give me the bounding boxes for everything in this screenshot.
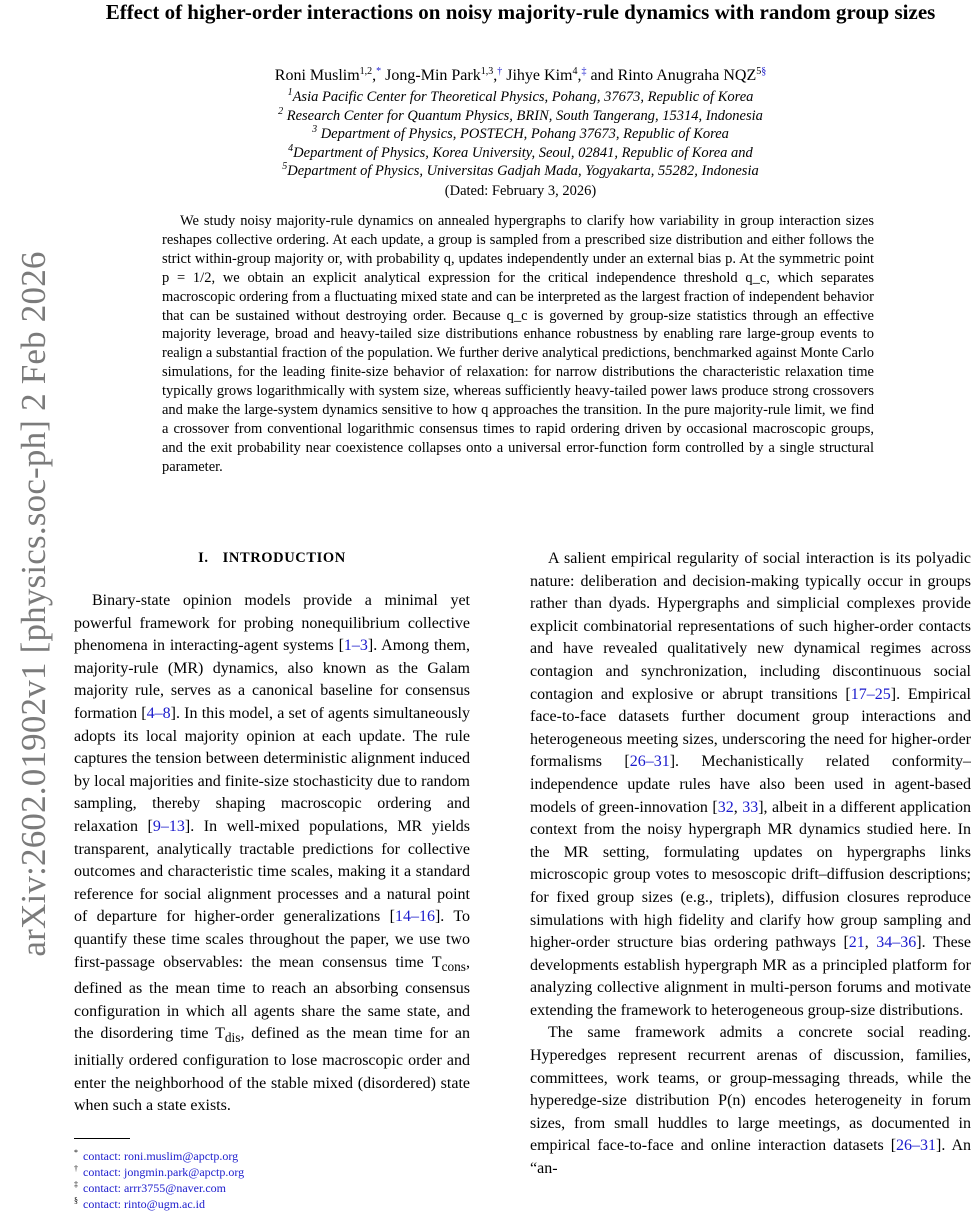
email-link[interactable]: roni.muslim@apctp.org: [123, 1149, 239, 1163]
left-column: [74, 548, 470, 1118]
footnote-link[interactable]: §: [761, 66, 767, 77]
footnote: [74, 1196, 244, 1212]
section-heading: [74, 548, 470, 568]
affiliation-text: Research Center for Quantum Physics, BRIN, South Tangerang, 15314, Indonesia: [283, 107, 763, 124]
footnote-mark: *: [74, 1148, 78, 1157]
intro-paragraph: [530, 1022, 971, 1180]
citation-separator: ,: [733, 798, 743, 816]
body-text: ]. In this model, a set of agents simultaneously adopts its local majority opinion at each update. The rule captures the tension between deterministic alignment induced by local majorities and finite-size stochasticity due to random sampling, thereby shaping macroscopic ordering and relaxation [: [74, 704, 471, 835]
citation-link[interactable]: 21: [848, 934, 865, 952]
affiliation: [70, 88, 971, 107]
footnote-label: contact:: [83, 1149, 121, 1163]
citation-link[interactable]: 26–31: [896, 1137, 937, 1155]
date-line: (Dated: February 3, 2026): [444, 182, 597, 199]
footnote: [74, 1164, 244, 1180]
body-text: A salient empirical regularity of social interaction is its polyadic nature: deliberation and decision-making typically occur in groups rather than dyads. Hypergraphs and simplicial complexes provide explicit combinatorial representations of such higher-order contacts and have revealed qualitatively new dynamical regimes across contagion and synchronization, including discontinuous social contagion and explosive or abrupt transitions [: [530, 550, 971, 703]
affiliation: [70, 162, 971, 181]
paper-title: Effect of higher-order interactions on noisy majority-rule dynamics with random group sizes: [105, 0, 936, 24]
abstract: We study noisy majority-rule dynamics on annealed hypergraphs to clarify how variability in group interaction sizes reshapes collective ordering. At each update, a group is sampled from a prescribed size distribution and either follows the strict within-group majority or, with probability q, updates independently under an external bias p. At the symmetric point p = 1/2, we obtain an explicit analytical expression for the critical independence threshold q_c, which separates macroscopic ordering from a fluctuating mixed state and can be interpreted as the largest fraction of independent behavior that can be sustained without destroying order. Because q_c is governed by group-size statistics through an effective majority leverage, broad and heavy-tailed size distributions enhance robustness by enabling rare large-group events to realign a substantial fraction of the population. We further derive analytical predictions, benchmarked against Monte Carlo simulations, for the leading finite-size behavior of relaxation: for narrow distributions the characteristic relaxation time typically grows logarithmically with system size, whereas sufficiently heavy-tailed power laws produce strong crossovers and make the large-system dynamics sensitive to how q approaches the transition. In the pure majority-rule limit, we find a crossover from conventional logarithmic consensus times to rapid ordering driven by occasional macroscopic groups, and the exit probability near coexistence collapses onto a universal error-function form controlled by a single structural parameter.: [162, 213, 874, 475]
author-list: Roni Muslim$^{1,2}$,* Jong-Min Park$^{1,3}$,† Jihye Kim$^4$,‡ and Rinto Anugraha $NQZ^{5\S}$: [274, 66, 767, 84]
citation-link[interactable]: 33: [742, 798, 759, 816]
affiliation-text: Department of Physics, POSTECH, Pohang 37673, Republic of Korea: [317, 126, 729, 143]
author-name: Jong-Min Park: [385, 67, 481, 84]
footnote-rule: [74, 1138, 130, 1139]
affiliation: [70, 107, 971, 126]
footnote-label: contact:: [83, 1165, 121, 1179]
affiliation-block: [70, 88, 971, 201]
footnotes: [74, 1148, 244, 1212]
citation-link[interactable]: 26–31: [629, 753, 670, 771]
email-link[interactable]: arrr3755@naver.com: [123, 1181, 226, 1195]
math-subscript: cons: [441, 958, 466, 974]
intro-paragraph: [74, 590, 470, 1118]
affiliation-number: 2: [278, 105, 284, 117]
author-name: Rinto Anugraha NQZ: [617, 67, 757, 84]
citation-link[interactable]: 9–13: [152, 817, 185, 835]
body-text: ]. An “an-: [530, 1137, 971, 1178]
body-text: ]. Among them, majority-rule (MR) dynamics, also known as the Galam majority rule, serves as a canonical baseline for consensus formation [: [74, 637, 470, 722]
citation-link[interactable]: 4–8: [146, 704, 171, 722]
body-text: , defined as the mean time for an initially ordered configuration to lose macroscopic order and enter the neighborhood of the stable mixed (disordered) state when such a state exists.: [74, 1025, 471, 1115]
citation-link[interactable]: 32: [717, 798, 734, 816]
footnote-label: contact:: [83, 1197, 121, 1211]
section-title: INTRODUCTION: [222, 550, 346, 566]
affiliation-number: 1: [287, 87, 293, 98]
footnote-link[interactable]: ‡: [581, 66, 587, 77]
author-affil-sup: 1,2: [359, 66, 373, 77]
affiliation: [70, 125, 971, 144]
affiliation-number: 3: [312, 124, 318, 136]
footnote-mark: †: [74, 1164, 78, 1173]
author-name: Jihye Kim: [506, 67, 573, 84]
affiliation-text: Department of Physics, Korea University, Seoul, 02841, Republic of Korea and: [293, 144, 753, 161]
body-text: ]. Empirical face-to-face datasets further document group interactions and heterogeneous meeting sizes, underscoring the need for higher-order formalisms [: [530, 685, 971, 771]
body-text: ]. To quantify these time scales throughout the paper, we use two first-passage observables: the mean consensus time T: [74, 908, 470, 971]
email-link[interactable]: rinto@ugm.ac.id: [123, 1197, 206, 1211]
citation-separator: ,: [864, 934, 877, 952]
arxiv-side-stamp: [0, 228, 68, 980]
section-number: I.: [198, 550, 209, 566]
body-text: ]. In well-mixed populations, MR yields transparent, analytically tractable predictions for collective outcomes and characteristic time scales, making it a standard reference for social alignment processes and a natural point of departure for higher-order generalizations [: [74, 817, 471, 926]
right-column: [530, 548, 971, 1181]
intro-paragraph: [530, 548, 971, 1022]
footnote-label: contact:: [83, 1181, 121, 1195]
footnote: [74, 1148, 244, 1164]
footnote: [74, 1180, 244, 1196]
author-affil-sup: 5: [756, 66, 762, 77]
affiliation-number: 5: [282, 161, 288, 173]
email-link[interactable]: jongmin.park@apctp.org: [123, 1165, 245, 1179]
body-text: ]. These developments establish hypergraph MR as a principled platform for analyzing collective alignment in multi-person forums and motivate extending the framework to heterogeneous group-size distributions.: [530, 934, 971, 1019]
citation-link[interactable]: 14–16: [394, 908, 435, 926]
author-affil-sup: 1,3: [480, 66, 494, 77]
citation-link[interactable]: 1–3: [343, 637, 368, 655]
body-text: Binary-state opinion models provide a minimal yet powerful framework for probing nonequilibrium collective phenomena in interacting-agent systems [: [74, 592, 470, 655]
citation-link[interactable]: 34–36: [876, 934, 917, 952]
math-subscript: dis: [224, 1030, 241, 1046]
citation-link[interactable]: 17–25: [850, 685, 891, 703]
body-text: ], albeit in a different application context from the noisy hypergraph MR dynamics studied here. In the MR setting, formulating updates on hypergraphs links microscopic group votes to mesoscopic drift–diffusion descriptions; for fixed group sizes (e.g., triplets), diffusion closures reproduce simulations with high fidelity and clarify how group sampling and higher-order structure bias ordering pathways [: [530, 798, 971, 952]
affiliation-text: Department of Physics, Universitas Gadjah Mada, Yogyakarta, 55282, Indonesia: [287, 163, 759, 180]
author-name: Roni Muslim: [274, 67, 360, 84]
body-text: The same framework admits a concrete social reading. Hyperedges represent recurrent arenas of discussion, families, committees, work teams, or group-messaging threads, while the hyperedge-size distribution P(n) encodes heterogeneity in forum sizes, from small huddles to large meetings, as documented in empirical face-to-face and online interaction datasets [: [530, 1024, 971, 1155]
affiliation-number: 4: [288, 142, 294, 154]
body-text: ]. Mechanistically related conformity–independence update rules have also been used in agent-based models of green-innovation [: [530, 753, 971, 816]
footnote-link[interactable]: *: [376, 66, 382, 77]
author-conjunction: and: [590, 67, 614, 84]
footnote-link[interactable]: †: [497, 66, 503, 77]
affiliation-text: Asia Pacific Center for Theoretical Physics, Pohang, 37673, Republic of Korea: [292, 89, 754, 105]
footnote-mark: §: [74, 1196, 78, 1205]
footnote-mark: ‡: [74, 1180, 78, 1189]
affiliation: [70, 144, 971, 163]
arxiv-id-text: arXiv:2602.01902v1 [physics.soc-ph] 2 Feb 2026: [14, 251, 53, 957]
author-affil-sup: 4: [572, 66, 578, 77]
body-text: , defined as the mean time to reach an absorbing consensus configuration in which all agents share the same state, and the disordering time T: [74, 953, 470, 1043]
